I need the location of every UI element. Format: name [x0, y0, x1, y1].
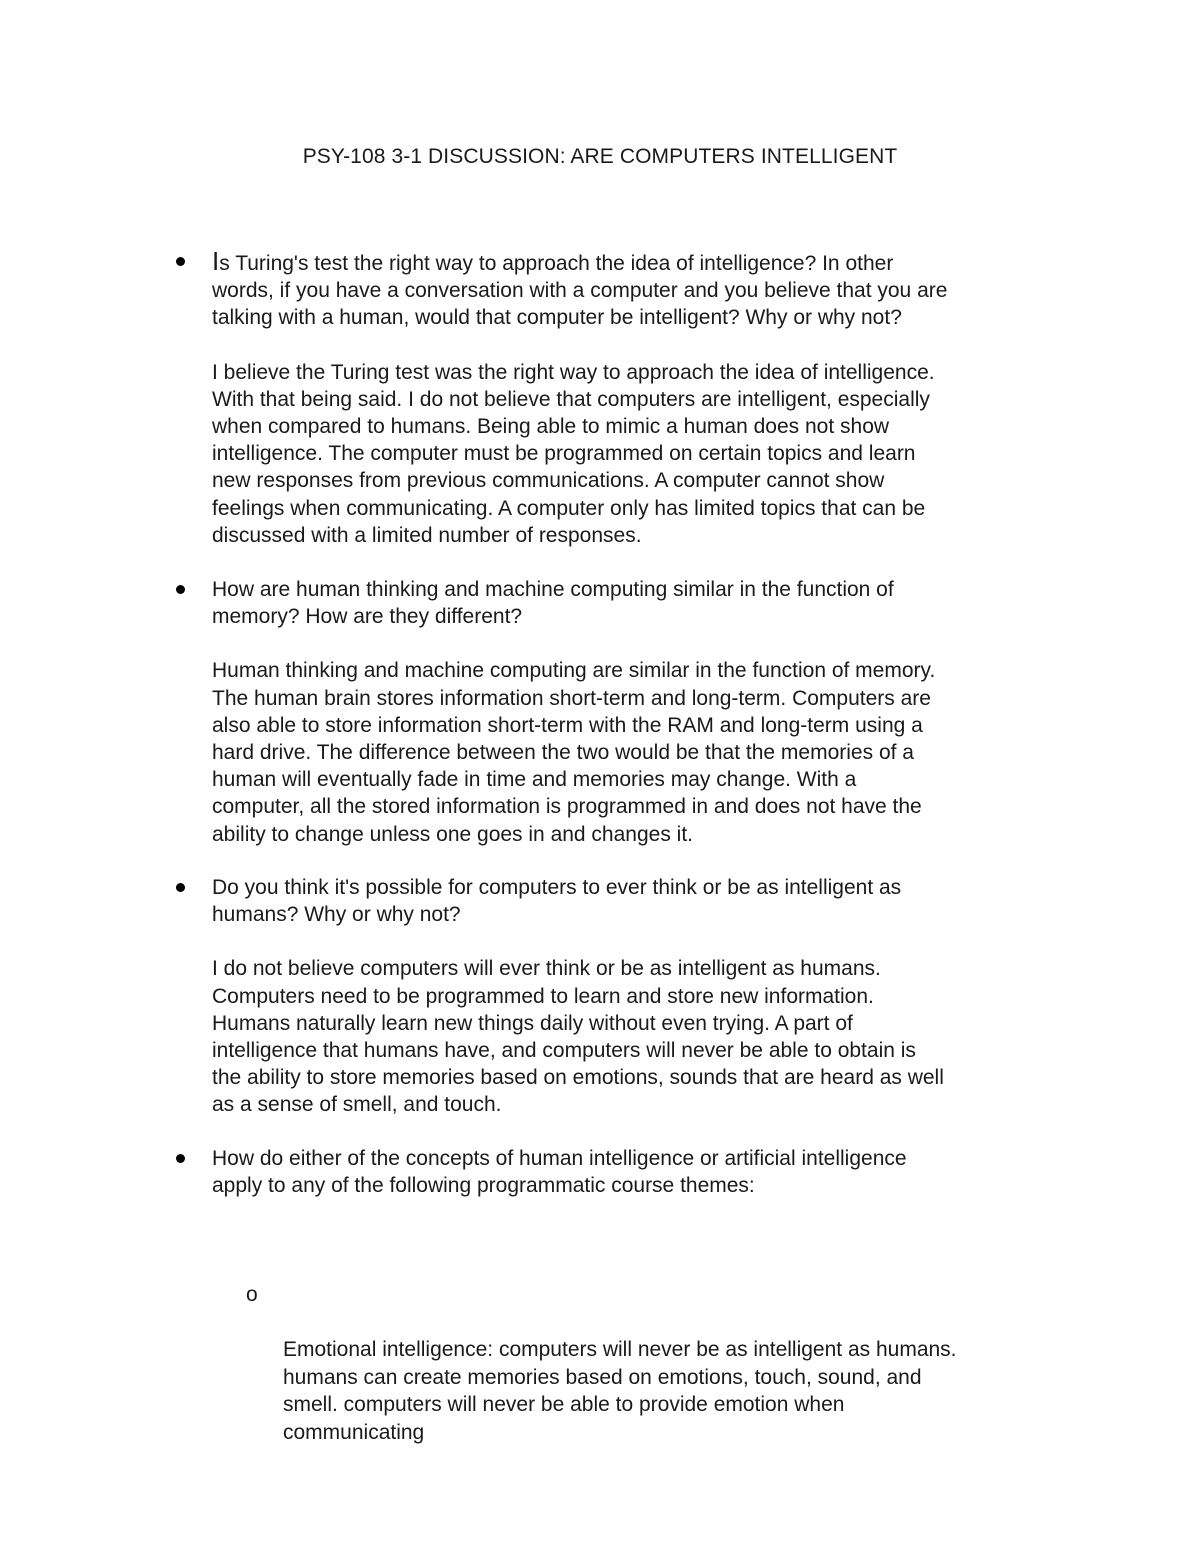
answer-text: I do not believe computers will ever think or be as intelligent as humans. Computers need to be programmed to learn and store new information. Humans naturally learn new things daily without even trying. A part of intelligence that humans have, and computers will never be able to obtain is the ability to store memories based on emotions, sounds that are heard as well as a sense of smell, and touch.: [212, 957, 944, 1117]
question-text: Do you think it's possible for computers to ever think or be as intelligent as humans? Why or why not?: [212, 876, 902, 927]
question-text: How do either of the concepts of human intelligence or artificial intelligence apply to any of the following programmatic course themes:: [212, 1147, 907, 1198]
question-item-possibility: [212, 874, 1082, 1119]
sub-item-text: Emotional intelligence: computers will never be as intelligent as humans. humans can create memories based on emotions, touch, sound, and smell. computers will never be able to provide emotion when communicating: [283, 1338, 957, 1444]
bullet-icon: [176, 1154, 185, 1163]
bullet-icon: [176, 257, 185, 266]
sub-item-emotional-intelligence: [246, 1281, 1083, 1447]
question-text: How are human thinking and machine computing similar in the function of memory? How are they different?: [212, 578, 894, 629]
question-item-turing: [212, 248, 1082, 549]
bullet-icon: [176, 585, 185, 594]
answer-text: I believe the Turing test was the right way to approach the idea of intelligence. With that being said. I do not believe that computers are intelligent, especially when compared to humans. Being able to mimic a human does not show intelligence. The computer must be programmed on certain topics and learn new responses from previous communications. A computer cannot show feelings when communicating. A computer only has limited topics that can be discussed with a limited number of responses.: [212, 360, 935, 547]
question-item-themes: [212, 1145, 1082, 1199]
question-rest: s Turing's test the right way to approach the idea of intelligence? In other words, if you have a conversation with a computer and you believe that you are talking with a human, would that computer be intelligent? Why or why not?: [212, 252, 948, 330]
sub-bullet-marker: o: [246, 1283, 258, 1306]
answer-text: Human thinking and machine computing are similar in the function of memory. The human brain stores information short-term and long-term. Computers are also able to store information short-term with the RAM and long-term using a hard drive. The difference between the two would be that the memories of a human will eventually fade in time and memories may change. With a computer, all the stored information is programmed in and does not have the ability to change unless one goes in and changes it.: [212, 659, 936, 846]
bullet-icon: [176, 883, 185, 892]
document-title: PSY-108 3-1 DISCUSSION: ARE COMPUTERS INTELLIGENT: [302, 145, 898, 168]
question-item-memory: [212, 576, 1082, 848]
question-text: [212, 248, 1082, 332]
dropcap-letter: I: [212, 246, 220, 276]
